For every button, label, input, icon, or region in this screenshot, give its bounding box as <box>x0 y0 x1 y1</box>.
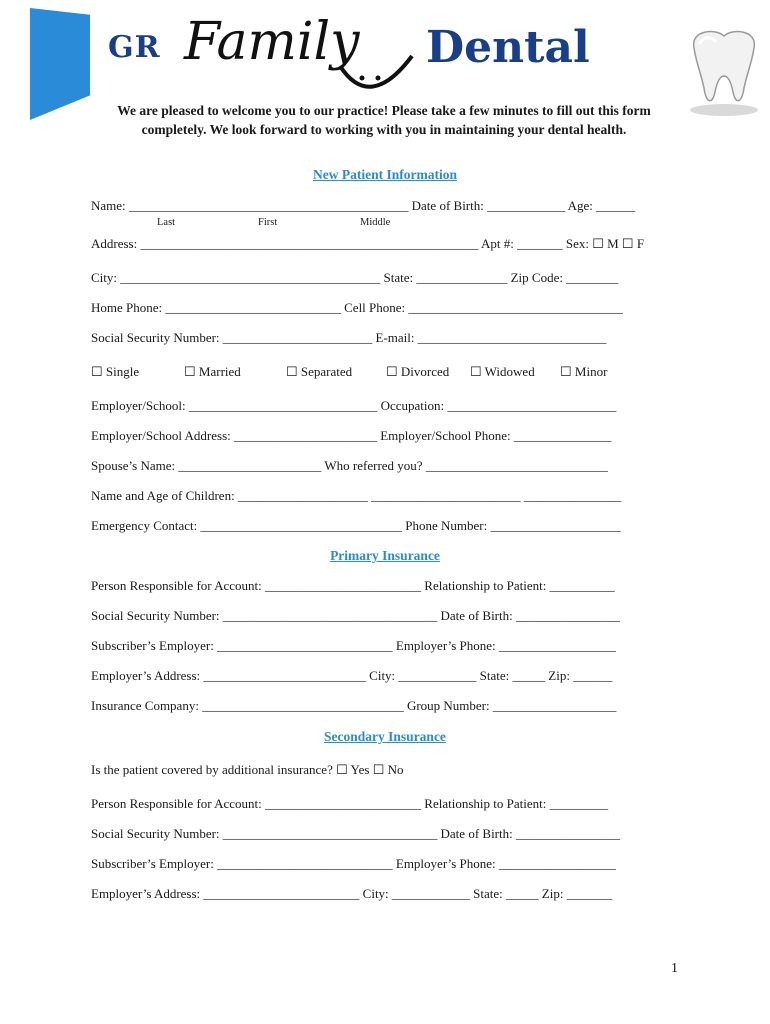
secondary-covered-line[interactable]: Is the patient covered by additional insurance? ☐ Yes ☐ No <box>91 762 404 777</box>
status-minor-checkbox[interactable]: ☐ Minor <box>560 364 608 379</box>
city-state-zip-line[interactable]: City: ________________________________________ State: ______________ Zip Code: ________ <box>91 270 619 285</box>
page-number: 1 <box>671 961 678 976</box>
section-title-new-patient: New Patient Information <box>313 167 457 182</box>
section-title-secondary-insurance: Secondary Insurance <box>324 729 446 744</box>
status-married-checkbox[interactable]: ☐ Married <box>184 364 241 379</box>
marital-status-options <box>91 364 691 384</box>
header-blue-tab <box>30 8 90 120</box>
emergency-contact-line[interactable]: Emergency Contact: _______________________________ Phone Number: ____________________ <box>91 518 621 533</box>
status-widowed-checkbox[interactable]: ☐ Widowed <box>470 364 535 379</box>
phone-line[interactable]: Home Phone: ___________________________ Cell Phone: _________________________________ <box>91 300 623 315</box>
name-dob-age-line[interactable]: Name: ___________________________________________ Date of Birth: ____________ Age: ______ <box>91 198 636 213</box>
status-divorced-checkbox[interactable]: ☐ Divorced <box>386 364 450 379</box>
primary-ssn-line[interactable]: Social Security Number: _________________________________ Date of Birth: ________________ <box>91 608 620 623</box>
ssn-email-line[interactable]: Social Security Number: _______________________ E-mail: _____________________________ <box>91 330 607 345</box>
section-title-primary-insurance: Primary Insurance <box>330 548 440 563</box>
employer-address-line[interactable]: Employer/School Address: ______________________ Employer/School Phone: _______________ <box>91 428 612 443</box>
secondary-ssn-line[interactable]: Social Security Number: _________________________________ Date of Birth: ________________ <box>91 826 620 841</box>
sublabel-middle: Middle <box>360 217 391 228</box>
employer-occupation-line[interactable]: Employer/School: _____________________________ Occupation: __________________________ <box>91 398 617 413</box>
children-line[interactable]: Name and Age of Children: ____________________ _______________________ _______________ <box>91 488 622 503</box>
logo-dental-text: Dental <box>426 22 590 73</box>
primary-responsible-line[interactable]: Person Responsible for Account: ________________________ Relationship to Patient: __________ <box>91 578 615 593</box>
intro-text: We are pleased to welcome you to our practice! Please take a few minutes to fill out this form completely. We look forward to working with you in maintaining your dental health. <box>117 103 651 137</box>
sublabel-first: First <box>258 217 278 228</box>
primary-employer-line[interactable]: Subscriber’s Employer: ___________________________ Employer’s Phone: __________________ <box>91 638 616 653</box>
logo-gr-text: GR <box>108 30 161 65</box>
tooth-icon <box>686 26 762 118</box>
secondary-responsible-line[interactable]: Person Responsible for Account: ________________________ Relationship to Patient: _________ <box>91 796 609 811</box>
spouse-referral-line[interactable]: Spouse’s Name: ______________________ Who referred you? ____________________________ <box>91 458 608 473</box>
address-line[interactable]: Address: ____________________________________________________ Apt #: _______ Sex: ☐ M ☐ F <box>91 236 645 251</box>
status-single-checkbox[interactable]: ☐ Single <box>91 364 140 379</box>
primary-insurance-company-line[interactable]: Insurance Company: _______________________________ Group Number: ___________________ <box>91 698 617 713</box>
secondary-address-line[interactable]: Employer’s Address: ________________________ City: ____________ State: _____ Zip: _______ <box>91 886 613 901</box>
secondary-employer-line[interactable]: Subscriber’s Employer: ___________________________ Employer’s Phone: __________________ <box>91 856 616 871</box>
primary-address-line[interactable]: Employer’s Address: _________________________ City: ____________ State: _____ Zip: ______ <box>91 668 613 683</box>
smile-icon <box>320 48 420 104</box>
status-separated-checkbox[interactable]: ☐ Separated <box>286 364 353 379</box>
logo-family-text: Family <box>184 12 360 72</box>
sublabel-last: Last <box>157 217 176 228</box>
